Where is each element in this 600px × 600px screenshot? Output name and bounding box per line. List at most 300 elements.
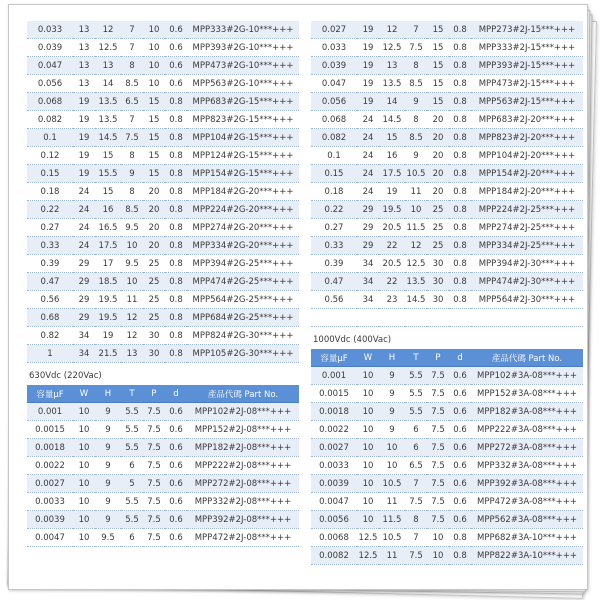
d-cell: 0.8 (449, 111, 471, 129)
h-cell: 10.5 (379, 529, 405, 547)
part-no-cell: MPP334#2G-20***+++ (187, 237, 299, 255)
table-row (27, 39, 299, 57)
table-row (311, 475, 583, 493)
part-no-cell: MPP273#2J-15***+++ (471, 21, 583, 39)
p-cell: 15 (143, 147, 165, 165)
t-cell: 7 (121, 39, 143, 57)
t-cell: 5.5 (405, 367, 427, 385)
t-cell: 7.5 (405, 493, 427, 511)
h-cell: 9 (95, 457, 121, 475)
table-row (311, 367, 583, 385)
part-no-cell: MPP823#2G-15***+++ (187, 111, 299, 129)
t-cell: 9.5 (121, 219, 143, 237)
part-no-cell: MPP822#3A-10***+++ (471, 547, 583, 565)
d-cell: 0.8 (449, 75, 471, 93)
d-cell: 0.8 (165, 237, 187, 255)
d-cell: 0.8 (165, 309, 187, 327)
right-column (311, 21, 583, 565)
table-row (27, 183, 299, 201)
p-cell: 15 (427, 21, 449, 39)
t-cell: 5.5 (121, 511, 143, 529)
part-no-cell: MPP184#2G-20***+++ (187, 183, 299, 201)
d-cell: 0.8 (449, 21, 471, 39)
h-cell: 9 (95, 421, 121, 439)
t-cell: 6 (405, 439, 427, 457)
h-cell: 17.5 (379, 165, 405, 183)
p-cell: 20 (427, 165, 449, 183)
w-cell: 19 (357, 39, 379, 57)
part-no-cell: MPP473#2J-15***+++ (471, 75, 583, 93)
part-no-cell: MPP564#2J-30***+++ (471, 291, 583, 309)
p-cell: 7.5 (427, 457, 449, 475)
capacitance-cell: 0.1 (311, 147, 357, 165)
d-cell: 0.8 (165, 345, 187, 363)
p-cell: 7.5 (427, 385, 449, 403)
table-row (311, 403, 583, 421)
table-row (27, 201, 299, 219)
p-cell: 7.5 (427, 439, 449, 457)
table-row (311, 547, 583, 565)
capacitance-cell: 0.033 (311, 39, 357, 57)
t-cell: 8 (405, 511, 427, 529)
p-cell: 7.5 (427, 367, 449, 385)
p-cell: 15 (427, 57, 449, 75)
t-cell: 5.5 (121, 439, 143, 457)
part-no-cell: MPP564#2G-25***+++ (187, 291, 299, 309)
p-cell: 7.5 (427, 421, 449, 439)
capacitance-cell: 0.18 (27, 183, 73, 201)
table-row (311, 273, 583, 291)
d-cell: 0.6 (449, 403, 471, 421)
capacitance-cell: 0.47 (27, 273, 73, 291)
t-cell: 6.5 (121, 93, 143, 111)
p-cell: 15 (143, 165, 165, 183)
table-row (27, 345, 299, 363)
w-cell: 13 (73, 39, 95, 57)
table-row (311, 39, 583, 57)
part-no-cell: MPP683#2J-20***+++ (471, 111, 583, 129)
t-cell: 11.5 (405, 219, 427, 237)
part-no-cell: MPP272#2J-08***+++ (187, 475, 299, 493)
part-no-cell: MPP392#3A-08***+++ (471, 475, 583, 493)
h-cell: 20.5 (379, 219, 405, 237)
p-cell: 10 (143, 75, 165, 93)
part-no-cell: MPP182#3A-08***+++ (471, 403, 583, 421)
table-row (27, 75, 299, 93)
part-no-cell: MPP472#3A-08***+++ (471, 493, 583, 511)
h-cell: 9 (95, 475, 121, 493)
h-cell: 13.5 (95, 111, 121, 129)
part-no-cell: MPP394#2G-25***+++ (187, 255, 299, 273)
capacitor-table-400v (311, 21, 583, 327)
part-no-cell: MPP104#2J-20***+++ (471, 147, 583, 165)
part-no-cell: MPP224#2J-25***+++ (471, 201, 583, 219)
h-cell: 22 (379, 237, 405, 255)
capacitance-cell: 0.68 (27, 309, 73, 327)
header-part-no: 產品代碼 Part No. (471, 349, 583, 367)
part-no-cell: MPP333#2J-15***+++ (471, 39, 583, 57)
part-no-cell: MPP562#3A-08***+++ (471, 511, 583, 529)
w-cell: 10 (73, 457, 95, 475)
d-cell: 0.8 (165, 147, 187, 165)
w-cell: 13 (73, 21, 95, 39)
table-row (311, 201, 583, 219)
part-no-cell: MPP184#2J-20***+++ (471, 183, 583, 201)
p-cell: 30 (143, 345, 165, 363)
part-no-cell: MPP334#2J-25***+++ (471, 237, 583, 255)
w-cell: 10 (357, 493, 379, 511)
table-row (311, 291, 583, 309)
capacitance-cell: 0.82 (27, 327, 73, 345)
p-cell: 7.5 (427, 475, 449, 493)
left-column (27, 21, 299, 547)
part-no-cell: MPP102#3A-08***+++ (471, 367, 583, 385)
p-cell: 25 (143, 255, 165, 273)
p-cell: 20 (427, 129, 449, 147)
p-cell: 7.5 (143, 511, 165, 529)
table-row (311, 237, 583, 255)
table-row (311, 183, 583, 201)
d-cell: 0.6 (165, 529, 187, 547)
p-cell: 20 (427, 147, 449, 165)
part-no-cell: MPP105#2G-30***+++ (187, 345, 299, 363)
p-cell: 30 (427, 291, 449, 309)
w-cell: 29 (73, 309, 95, 327)
h-cell: 16 (379, 147, 405, 165)
d-cell: 0.8 (165, 273, 187, 291)
paper-sheet-front (8, 4, 588, 590)
d-cell: 0.8 (449, 291, 471, 309)
d-cell: 0.6 (449, 385, 471, 403)
d-cell: 0.6 (165, 475, 187, 493)
part-no-cell: MPP472#2J-08***+++ (187, 529, 299, 547)
p-cell: 30 (427, 255, 449, 273)
d-cell: 0.8 (449, 529, 471, 547)
w-cell: 10 (73, 493, 95, 511)
capacitance-cell: 0.047 (27, 57, 73, 75)
h-cell: 15.5 (95, 165, 121, 183)
p-cell: 15 (143, 111, 165, 129)
d-cell: 0.8 (165, 165, 187, 183)
h-cell: 22 (379, 273, 405, 291)
w-cell: 19 (73, 165, 95, 183)
capacitor-table-1000v (311, 349, 583, 565)
capacitance-cell: 0.0015 (27, 421, 73, 439)
h-cell: 17 (95, 255, 121, 273)
capacitance-cell: 0.0018 (27, 439, 73, 457)
h-cell: 9.5 (95, 529, 121, 547)
h-cell: 15 (95, 147, 121, 165)
table-row (27, 273, 299, 291)
t-cell: 7 (405, 529, 427, 547)
p-cell: 20 (143, 183, 165, 201)
d-cell: 0.6 (165, 439, 187, 457)
d-cell: 0.8 (449, 57, 471, 75)
header-h: H (379, 349, 405, 367)
p-cell: 20 (143, 237, 165, 255)
t-cell: 10 (121, 237, 143, 255)
h-cell: 14 (95, 75, 121, 93)
table-row (27, 57, 299, 75)
capacitance-cell: 0.027 (311, 21, 357, 39)
capacitance-cell: 0.39 (27, 255, 73, 273)
part-no-cell: MPP682#3A-10***+++ (471, 529, 583, 547)
d-cell: 0.8 (165, 111, 187, 129)
h-cell: 13.5 (95, 93, 121, 111)
table-row (311, 219, 583, 237)
capacitance-cell: 0.0027 (311, 439, 357, 457)
w-cell: 29 (73, 291, 95, 309)
t-cell: 7.5 (405, 39, 427, 57)
t-cell: 5.5 (405, 403, 427, 421)
h-cell: 12 (379, 21, 405, 39)
capacitance-cell: 0.33 (27, 237, 73, 255)
t-cell: 7.5 (405, 547, 427, 565)
d-cell: 0.6 (449, 457, 471, 475)
t-cell: 13 (121, 345, 143, 363)
t-cell: 9 (405, 93, 427, 111)
t-cell: 10 (405, 201, 427, 219)
t-cell: 9.5 (121, 255, 143, 273)
table-row (311, 255, 583, 273)
capacitance-cell: 0.082 (27, 111, 73, 129)
h-cell: 15 (95, 183, 121, 201)
table-row (27, 475, 299, 493)
w-cell: 10 (357, 403, 379, 421)
d-cell: 0.8 (449, 201, 471, 219)
header-d: d (165, 385, 187, 403)
w-cell: 34 (357, 273, 379, 291)
w-cell: 34 (357, 255, 379, 273)
capacitance-cell: 0.0056 (311, 511, 357, 529)
header-capacitance: 容量μF (311, 349, 357, 367)
p-cell: 7.5 (143, 529, 165, 547)
h-cell: 19 (379, 183, 405, 201)
w-cell: 10 (73, 403, 95, 421)
capacitance-cell: 0.001 (27, 403, 73, 421)
table-row (27, 457, 299, 475)
p-cell: 15 (427, 93, 449, 111)
t-cell: 5.5 (121, 403, 143, 421)
d-cell: 0.6 (449, 511, 471, 529)
d-cell: 0.8 (449, 547, 471, 565)
table-row (311, 21, 583, 39)
part-no-cell: MPP182#2J-08***+++ (187, 439, 299, 457)
w-cell: 19 (357, 93, 379, 111)
t-cell: 8.5 (405, 75, 427, 93)
h-cell: 18.5 (95, 273, 121, 291)
p-cell: 10 (143, 57, 165, 75)
t-cell: 14.5 (405, 291, 427, 309)
header-t: T (405, 349, 427, 367)
w-cell: 12.5 (357, 547, 379, 565)
part-no-cell: MPP124#2G-15***+++ (187, 147, 299, 165)
part-no-cell: MPP152#2J-08***+++ (187, 421, 299, 439)
d-cell: 0.8 (165, 327, 187, 345)
capacitance-cell: 0.56 (27, 291, 73, 309)
datasheet-page (27, 21, 585, 581)
capacitance-cell: 0.0022 (311, 421, 357, 439)
t-cell: 10 (121, 273, 143, 291)
w-cell: 19 (357, 21, 379, 39)
t-cell: 7 (121, 21, 143, 39)
h-cell: 11 (379, 493, 405, 511)
part-no-cell: MPP222#2J-08***+++ (187, 457, 299, 475)
table-row (311, 385, 583, 403)
capacitance-cell: 0.039 (27, 39, 73, 57)
w-cell: 24 (73, 183, 95, 201)
h-cell: 13.5 (379, 75, 405, 93)
part-no-cell: MPP224#2G-20***+++ (187, 201, 299, 219)
w-cell: 10 (73, 421, 95, 439)
capacitance-cell: 0.22 (27, 201, 73, 219)
part-no-cell: MPP824#2G-30***+++ (187, 327, 299, 345)
w-cell: 10 (73, 439, 95, 457)
part-no-cell: MPP823#2J-20***+++ (471, 129, 583, 147)
t-cell: 5.5 (121, 421, 143, 439)
h-cell: 19 (95, 327, 121, 345)
t-cell: 5 (121, 475, 143, 493)
header-p: P (143, 385, 165, 403)
h-cell: 19.5 (95, 309, 121, 327)
t-cell: 6 (121, 529, 143, 547)
t-cell: 5.5 (405, 385, 427, 403)
p-cell: 7.5 (427, 403, 449, 421)
h-cell: 11 (379, 547, 405, 565)
header-d: d (449, 349, 471, 367)
w-cell: 10 (357, 475, 379, 493)
capacitance-cell: 0.0015 (311, 385, 357, 403)
part-no-cell: MPP474#2J-30***+++ (471, 273, 583, 291)
capacitance-cell: 0.0022 (27, 457, 73, 475)
d-cell: 0.8 (449, 273, 471, 291)
h-cell: 11.5 (379, 511, 405, 529)
header-capacitance: 容量μF (27, 385, 73, 403)
table-row (311, 421, 583, 439)
w-cell: 10 (357, 511, 379, 529)
h-cell: 12 (95, 21, 121, 39)
h-cell: 9 (379, 421, 405, 439)
part-no-cell: MPP272#3A-08***+++ (471, 439, 583, 457)
part-no-cell: MPP392#2J-08***+++ (187, 511, 299, 529)
d-cell: 0.8 (449, 219, 471, 237)
d-cell: 0.8 (449, 147, 471, 165)
d-cell: 0.6 (165, 493, 187, 511)
part-no-cell: MPP274#2J-25***+++ (471, 219, 583, 237)
p-cell: 7.5 (427, 511, 449, 529)
part-no-cell: MPP154#2G-15***+++ (187, 165, 299, 183)
capacitance-cell: 0.12 (27, 147, 73, 165)
d-cell: 0.8 (449, 129, 471, 147)
t-cell: 9 (121, 165, 143, 183)
d-cell: 0.6 (165, 457, 187, 475)
w-cell: 34 (73, 327, 95, 345)
part-no-cell: MPP102#2J-08***+++ (187, 403, 299, 421)
p-cell: 20 (427, 111, 449, 129)
table-row (311, 75, 583, 93)
table-row (311, 493, 583, 511)
t-cell: 8 (121, 183, 143, 201)
p-cell: 10 (427, 547, 449, 565)
p-cell: 20 (143, 201, 165, 219)
h-cell: 9 (379, 403, 405, 421)
h-cell: 14.5 (95, 129, 121, 147)
p-cell: 30 (427, 273, 449, 291)
capacitance-cell: 0.39 (311, 255, 357, 273)
table-row (27, 291, 299, 309)
w-cell: 19 (357, 75, 379, 93)
capacitance-cell: 0.47 (311, 273, 357, 291)
capacitance-cell: 0.15 (311, 165, 357, 183)
h-cell: 10 (379, 457, 405, 475)
capacitance-cell: 0.068 (27, 93, 73, 111)
part-no-cell: MPP563#2G-10***+++ (187, 75, 299, 93)
d-cell: 0.6 (165, 39, 187, 57)
t-cell: 12 (121, 327, 143, 345)
table-row (27, 129, 299, 147)
h-cell: 13 (95, 57, 121, 75)
capacitance-cell: 0.0039 (311, 475, 357, 493)
header-h: H (95, 385, 121, 403)
w-cell: 24 (357, 111, 379, 129)
capacitance-cell: 0.0068 (311, 529, 357, 547)
section-caption-630v: 630Vdc (220Vac) (29, 371, 102, 381)
table-row (27, 219, 299, 237)
w-cell: 24 (357, 129, 379, 147)
d-cell: 0.8 (449, 183, 471, 201)
h-cell: 17.5 (95, 237, 121, 255)
capacitance-cell: 0.33 (311, 237, 357, 255)
w-cell: 34 (73, 345, 95, 363)
header-w: W (73, 385, 95, 403)
d-cell: 0.8 (449, 93, 471, 111)
table-row (27, 93, 299, 111)
w-cell: 13 (73, 75, 95, 93)
capacitance-cell: 0.27 (27, 219, 73, 237)
part-no-cell: MPP393#2G-10***+++ (187, 39, 299, 57)
w-cell: 10 (357, 367, 379, 385)
p-cell: 7.5 (427, 493, 449, 511)
d-cell: 0.6 (165, 421, 187, 439)
h-cell: 14.5 (379, 111, 405, 129)
table-row (27, 309, 299, 327)
table-header-row (27, 385, 299, 403)
w-cell: 29 (73, 255, 95, 273)
part-no-cell: MPP683#2G-15***+++ (187, 93, 299, 111)
w-cell: 19 (73, 93, 95, 111)
part-no-cell: MPP684#2G-25***+++ (187, 309, 299, 327)
h-cell: 10 (379, 439, 405, 457)
w-cell: 24 (357, 147, 379, 165)
w-cell: 24 (73, 237, 95, 255)
p-cell: 25 (143, 291, 165, 309)
h-cell: 19.5 (379, 201, 405, 219)
capacitance-cell: 0.068 (311, 111, 357, 129)
table-row (311, 439, 583, 457)
t-cell: 8.5 (121, 201, 143, 219)
capacitance-cell: 0.056 (311, 93, 357, 111)
capacitance-cell: 0.0039 (27, 511, 73, 529)
h-cell: 9 (95, 511, 121, 529)
d-cell: 0.6 (165, 403, 187, 421)
capacitance-cell: 1 (27, 345, 73, 363)
table-row (27, 403, 299, 421)
w-cell: 24 (357, 183, 379, 201)
t-cell: 8 (121, 57, 143, 75)
p-cell: 25 (427, 219, 449, 237)
w-cell: 24 (73, 219, 95, 237)
p-cell: 15 (427, 39, 449, 57)
